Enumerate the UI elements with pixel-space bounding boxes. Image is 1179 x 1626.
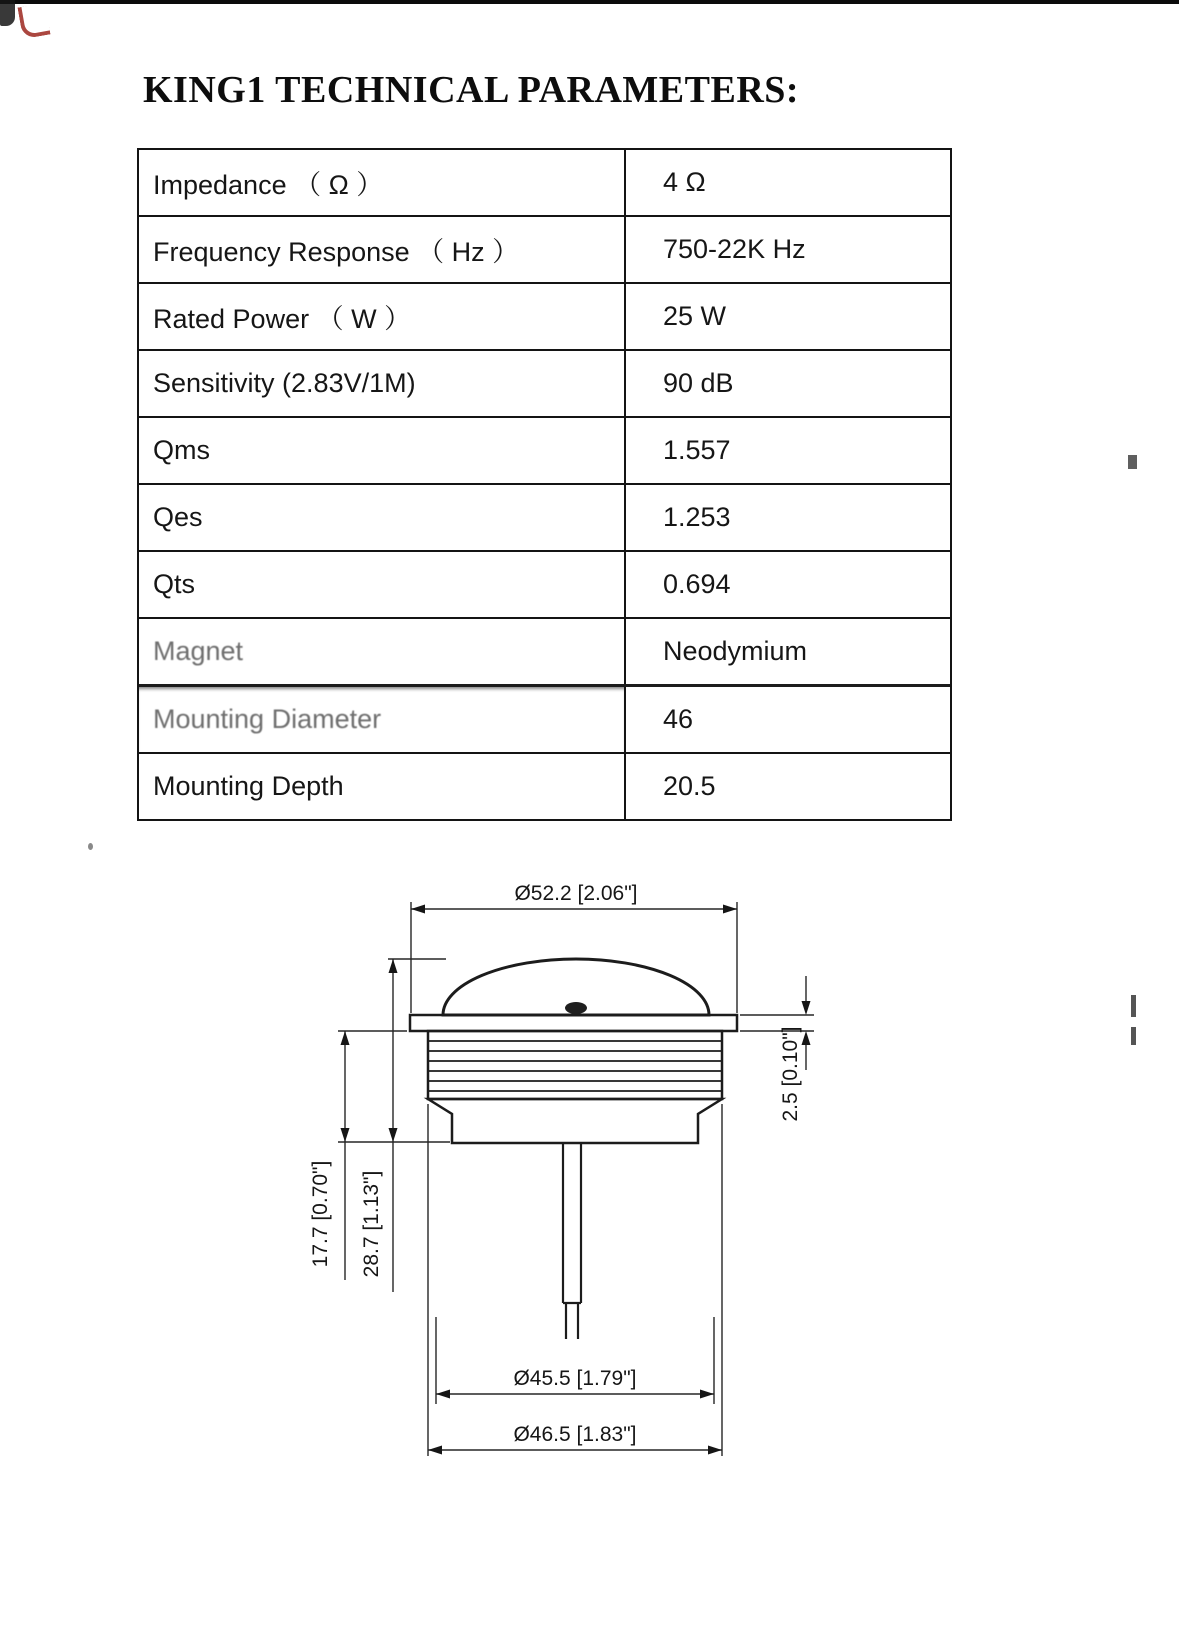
param-label: Sensitivity (2.83V/1M) bbox=[153, 368, 416, 398]
table-row bbox=[139, 150, 950, 215]
param-label-cell bbox=[139, 754, 626, 819]
param-label: Qes bbox=[153, 502, 203, 532]
param-value: 1.557 bbox=[663, 435, 731, 465]
tweeter-technical-drawing bbox=[0, 862, 1179, 1502]
param-label-cell bbox=[139, 485, 626, 550]
arrowhead bbox=[341, 1128, 350, 1142]
arrowhead bbox=[700, 1390, 714, 1399]
table-row bbox=[139, 416, 950, 483]
tweeter-cross-section bbox=[410, 959, 737, 1339]
dimension-right-thickness bbox=[740, 976, 814, 1122]
param-value-cell bbox=[626, 217, 950, 282]
dimension-left-heights bbox=[309, 959, 450, 1292]
param-value-cell bbox=[626, 687, 950, 752]
arrowhead bbox=[389, 959, 398, 973]
table-row bbox=[139, 282, 950, 349]
param-value: 1.253 bbox=[663, 502, 731, 532]
page-title: KING1 TECHNICAL PARAMETERS: bbox=[143, 69, 800, 111]
param-value: Neodymium bbox=[663, 636, 808, 666]
param-label: Magnet bbox=[153, 636, 244, 666]
param-value-cell bbox=[626, 552, 950, 617]
param-value: 0.694 bbox=[663, 569, 731, 599]
param-label: Impedance （ Ω ） bbox=[153, 170, 384, 200]
scan-artifact-corner-smudge bbox=[0, 0, 15, 26]
table-row bbox=[139, 483, 950, 550]
dim-label-bottom-outer: Ø46.5 [1.83"] bbox=[513, 1423, 637, 1446]
param-label-cell bbox=[139, 552, 626, 617]
param-label-cell bbox=[139, 217, 626, 282]
param-label: Mounting Diameter bbox=[153, 704, 382, 734]
mounting-flange bbox=[410, 1015, 737, 1031]
table-row bbox=[139, 550, 950, 617]
param-value-cell bbox=[626, 754, 950, 819]
param-label-cell bbox=[139, 619, 626, 684]
dim-label-right-thickness: 2.5 [0.10"] bbox=[779, 1026, 802, 1122]
param-value: 46 bbox=[663, 704, 694, 734]
table-row bbox=[139, 684, 950, 752]
extension-line bbox=[740, 1015, 814, 1031]
param-value: 25 W bbox=[663, 301, 727, 331]
magnet-housing bbox=[428, 1099, 722, 1143]
param-label-cell bbox=[139, 687, 626, 752]
param-value: 90 dB bbox=[663, 368, 734, 398]
param-label-cell bbox=[139, 351, 626, 416]
param-value-cell bbox=[626, 351, 950, 416]
arrowhead bbox=[411, 905, 425, 914]
dimension-bottom-diameters bbox=[428, 1104, 722, 1456]
extension-line bbox=[428, 1104, 722, 1456]
param-label-cell bbox=[139, 418, 626, 483]
arrowhead bbox=[708, 1446, 722, 1455]
param-label: Qts bbox=[153, 569, 196, 599]
param-label: Rated Power （ W ） bbox=[153, 304, 412, 334]
param-value-cell bbox=[626, 284, 950, 349]
dim-label-bottom-inner: Ø45.5 [1.79"] bbox=[513, 1367, 637, 1390]
dome-center-detail bbox=[565, 1002, 587, 1014]
arrowhead bbox=[436, 1390, 450, 1399]
param-value: 750-22K Hz bbox=[663, 234, 806, 264]
param-label-cell bbox=[139, 284, 626, 349]
lead-wires bbox=[563, 1143, 581, 1339]
param-value-cell bbox=[626, 619, 950, 684]
scan-artifact-tick bbox=[1128, 455, 1137, 469]
arrowhead bbox=[389, 1128, 398, 1142]
arrowhead bbox=[802, 1031, 811, 1045]
scan-artifact-top-edge bbox=[0, 0, 1179, 4]
param-value-cell bbox=[626, 418, 950, 483]
scan-artifact-dot bbox=[88, 843, 93, 850]
param-value: 20.5 bbox=[663, 771, 716, 801]
table-row bbox=[139, 349, 950, 416]
dim-label-left-outer: 28.7 [1.13"] bbox=[360, 1170, 383, 1278]
param-label: Frequency Response （ Hz ） bbox=[153, 237, 520, 267]
technical-parameters-table bbox=[137, 148, 952, 821]
body-ribs bbox=[428, 1041, 722, 1091]
param-value: 4 Ω bbox=[663, 167, 706, 197]
dim-label-top-diameter: Ø52.2 [2.06"] bbox=[514, 882, 638, 905]
table-row bbox=[139, 617, 950, 684]
param-label: Mounting Depth bbox=[153, 771, 344, 801]
arrowhead bbox=[723, 905, 737, 914]
param-value-cell bbox=[626, 485, 950, 550]
extension-line bbox=[411, 902, 737, 1013]
dim-label-left-inner: 17.7 [0.70"] bbox=[309, 1160, 332, 1268]
table-row bbox=[139, 752, 950, 819]
arrowhead bbox=[802, 1001, 811, 1015]
param-value-cell bbox=[626, 150, 950, 215]
scan-artifact-red-mark bbox=[17, 3, 50, 39]
dimension-top-diameter bbox=[411, 882, 737, 1013]
param-label: Qms bbox=[153, 435, 210, 465]
table-row bbox=[139, 215, 950, 282]
param-label-cell bbox=[139, 150, 626, 215]
arrowhead bbox=[341, 1031, 350, 1045]
arrowhead bbox=[428, 1446, 442, 1455]
